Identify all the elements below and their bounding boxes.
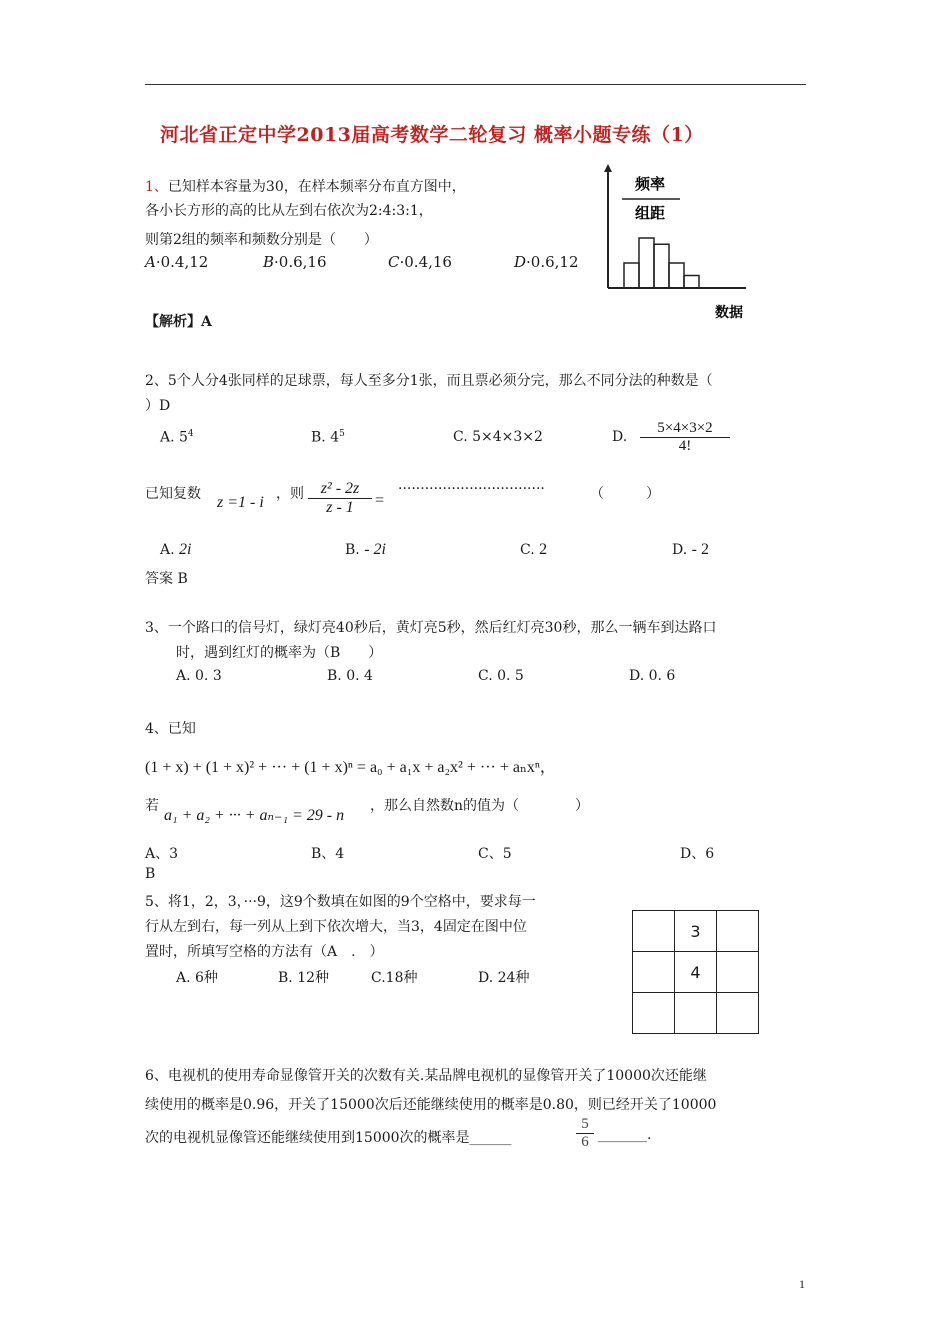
q6-answer-fraction: $\frac{5}{6}$ — [576, 1116, 594, 1151]
qz-z-definition: z =1 - i — [217, 494, 264, 511]
qz-option-a: A. 2i — [160, 541, 192, 558]
q4-expression: (1 + x) + (1 + x)² + ··· + (1 + x)ⁿ = a₀ + a₁x + a₂x² + ··· + aₙxⁿ， — [145, 759, 556, 776]
qz-answer: 答案 B — [145, 571, 188, 587]
qz-dots: ································· — [398, 481, 545, 497]
q4-lead: 4、已知 — [145, 721, 196, 737]
header-rule — [145, 84, 806, 85]
histogram-ylabel-bottom: 组距 — [634, 204, 666, 222]
q6-line1: 6、电视机的使用寿命显像管开关的次数有关.某品牌电视机的显像管开关了10000次还能继 — [145, 1068, 707, 1084]
q5-option-a: A. 6种 — [176, 970, 218, 986]
histogram-xlabel: 数据 — [715, 305, 743, 321]
histogram-bar — [669, 263, 684, 288]
frequency-histogram — [598, 160, 768, 325]
qz-option-c: C. 2 — [520, 541, 548, 558]
qz-option-b: B. - 2i — [345, 541, 386, 558]
q3-option-a: A. 0. 3 — [176, 668, 222, 684]
q3-option-b: B. 0. 4 — [327, 668, 373, 684]
q4-option-c: C、5 — [478, 846, 512, 862]
histogram-bar — [639, 238, 654, 288]
q6-line3: 次的电视机显像管还能继续使用到15000次的概率是______ — [145, 1130, 512, 1146]
q1-line2: 各小长方形的高的比从左到右依次为2:4:3:1， — [145, 203, 433, 219]
q1-option-a: A·0.4,12 — [145, 253, 209, 271]
q4-answer: B — [145, 866, 156, 882]
q1-answer: 【解析】A — [145, 314, 212, 330]
histogram-bar — [654, 244, 669, 288]
q2-option-a: A. $5^4$ — [160, 429, 194, 446]
q1-line3: 则第2组的频率和频数分别是（ ） — [145, 232, 378, 248]
q1-number: 1、 — [145, 179, 168, 195]
q4-option-d: D、6 — [680, 846, 715, 862]
q2-option-d-fraction: $\frac{5\times 4\times 3\times 2}{4!}$ — [640, 420, 730, 455]
q4-if: 若 — [145, 798, 159, 814]
q1-option-b: B·0.6,16 — [263, 253, 327, 271]
q1-option-c: C·0.4,16 — [388, 253, 452, 271]
q4-option-a: A、3 — [145, 846, 179, 862]
histogram-y-arrow — [604, 164, 612, 172]
qz-paren: （ ） — [590, 486, 660, 502]
q6-blank-right: _______. — [598, 1127, 652, 1143]
q3-option-d: D. 0. 6 — [629, 668, 676, 684]
page-title: 河北省正定中学2013届高考数学二轮复习 概率小题专练（1） — [160, 124, 704, 146]
q5-option-d: D. 24种 — [478, 970, 530, 986]
grid-cell — [633, 993, 675, 1034]
qz-lead: 已知复数 — [145, 486, 201, 502]
q3-line2: 时，遇到红灯的概率为（B ） — [176, 645, 383, 661]
page-number: 1 — [799, 1277, 805, 1291]
q5-line1: 5、将1，2，3，···9，这9个数填在如图的9个空格中，要求每一 — [145, 894, 536, 910]
q5-line2: 行从左到右，每一列从上到下依次增大，当3，4固定在图中位 — [145, 919, 527, 935]
grid-cell: 4 — [675, 952, 717, 993]
q2-line2: ）D — [145, 398, 171, 414]
q4-condition: a₁ + a₂ + ··· + aₙ₋₁ = 29 - n — [164, 807, 345, 824]
q3-line1: 3、一个路口的信号灯，绿灯亮40秒后，黄灯亮5秒，然后红灯亮30秒，那么一辆车到达路口 — [145, 620, 717, 636]
grid-cell — [633, 952, 675, 993]
q2-line1: 2、5个人分4张同样的足球票，每人至多分1张，而且票必须分完，那么不同分法的种数是（ — [145, 373, 713, 389]
histogram-bar — [684, 276, 699, 289]
grid-cell — [675, 993, 717, 1034]
q2-option-c: C. 5×4×3×2 — [453, 429, 543, 445]
q4-option-b: B、4 — [311, 846, 345, 862]
q1-line1: 1、已知样本容量为30，在样本频率分布直方图中， — [145, 179, 466, 195]
q2-option-d-label: D. — [612, 429, 628, 445]
q5-option-c: C.18种 — [371, 970, 418, 986]
q6-line2: 续使用的概率是0.96，开关了15000次后还能继续使用的概率是0.80，则已经开关了10000 — [145, 1097, 717, 1113]
qz-fraction: $\frac{\text{z² - 2z}}{z - 1}$ — [308, 480, 372, 517]
q5-line3: 置时，所填写空格的方法有（A . ） — [145, 944, 384, 960]
grid-cell — [717, 993, 759, 1034]
number-grid — [632, 910, 759, 1034]
q3-option-c: C. 0. 5 — [478, 668, 524, 684]
q1-option-d: D·0.6,12 — [514, 253, 579, 271]
q4-tail: ，那么自然数n的值为（ ） — [370, 798, 590, 814]
grid-cell — [717, 952, 759, 993]
qz-then: ，则 — [276, 486, 304, 502]
grid-cell — [633, 911, 675, 952]
qz-option-d: D. - 2 — [672, 541, 709, 558]
q2-option-b: B. $4^5$ — [311, 429, 345, 446]
histogram-bar — [624, 263, 639, 288]
grid-cell: 3 — [675, 911, 717, 952]
qz-equals: = — [375, 492, 385, 509]
q5-option-b: B. 12种 — [278, 970, 330, 986]
grid-cell — [717, 911, 759, 952]
histogram-ylabel-top: 频率 — [634, 175, 666, 193]
